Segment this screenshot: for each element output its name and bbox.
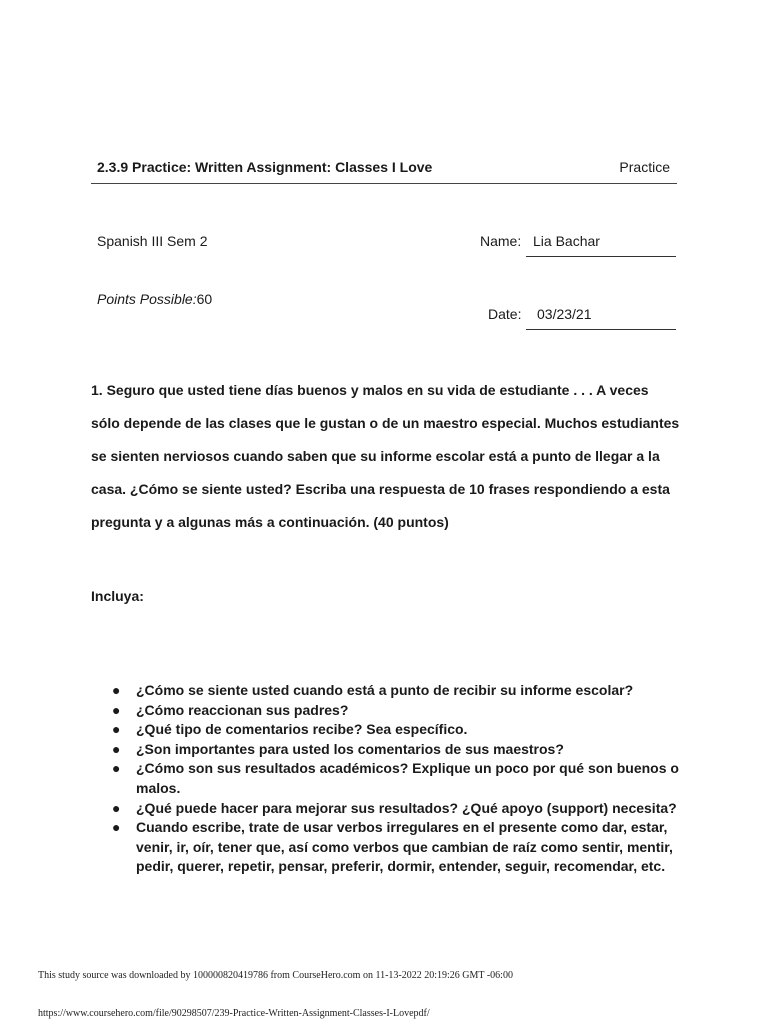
- bullet-text: ¿Cómo se siente usted cuando está a punto de recibir su informe escolar?: [136, 682, 634, 698]
- bullet-icon: ●: [112, 819, 121, 836]
- bullet-text: ¿Qué puede hacer para mejorar sus resultados? ¿Qué apoyo (support) necesita?: [136, 799, 677, 816]
- bullet-item: [112, 720, 682, 740]
- points-value: 60: [196, 291, 213, 307]
- course-name: Spanish III Sem 2: [97, 233, 208, 249]
- bullet-item: [112, 799, 682, 819]
- date-value: 03/23/21: [537, 306, 592, 322]
- download-source-note: This study source was downloaded by 100000820419786 from CourseHero.com on 11-13-2022 20:19:26 GMT -06:00: [38, 970, 513, 981]
- bullet-icon: ●: [112, 701, 121, 718]
- header-divider: [91, 183, 677, 184]
- bullet-icon: ●: [112, 721, 121, 738]
- source-url[interactable]: https://www.coursehero.com/file/90298507/239-Practice-Written-Assignment-Classes-I-Lovepdf/: [38, 1008, 430, 1019]
- points-label: Points Possible:: [97, 291, 197, 307]
- date-label: Date:: [488, 306, 522, 322]
- bullet-item: [112, 701, 682, 721]
- name-value: Lia Bachar: [533, 233, 600, 249]
- points-possible: [97, 291, 212, 307]
- name-label: Name:: [480, 233, 522, 249]
- name-underline: [526, 256, 676, 257]
- bullet-icon: ●: [112, 740, 121, 757]
- bullet-text: ¿Qué tipo de comentarios recibe? Sea específico.: [136, 721, 468, 738]
- bullet-item: [112, 759, 682, 798]
- bullet-item: [112, 818, 682, 877]
- bullet-item: [112, 740, 682, 760]
- question-prompt: 1. Seguro que usted tiene días buenos y malos en su vida de estudiante . . . A veces sólo depende de las clases que le gustan o de un maestro especial. Muchos estudiantes se sienten nerviosos cuando saben que su informe escolar está a punto de llegar a la casa. ¿Cómo se siente usted? Escriba una respuesta de 10 frases respondiendo a esta pregunta y a algunas más a continuación. (40 puntos): [91, 382, 680, 530]
- bullet-text: ¿Son importantes para usted los comentarios de sus maestros?: [136, 740, 564, 757]
- date-underline: [526, 329, 676, 330]
- bullet-text: ¿Cómo reaccionan sus padres?: [136, 701, 349, 718]
- bullet-text: ¿Cómo son sus resultados académicos? Explique un poco por qué son buenos o malos.: [136, 760, 679, 796]
- bullet-icon: ●: [112, 799, 121, 816]
- include-label: Incluya:: [91, 588, 144, 604]
- bullet-icon: ●: [112, 682, 121, 698]
- assignment-title: 2.3.9 Practice: Written Assignment: Classes I Love: [97, 159, 433, 175]
- bullet-text: Cuando escribe, trate de usar verbos irregulares en el presente como dar, estar, venir, ir, oír, tener que, así como verbos que cambian de raíz como sentir, mentir, pedir, querer, repetir, pensar, preferir, dormir, entender, seguir, recomendar, etc.: [136, 819, 673, 875]
- bullet-icon: ●: [112, 760, 121, 777]
- bullet-list: [112, 681, 682, 877]
- bullet-item: [112, 681, 682, 701]
- assignment-type: Practice: [619, 159, 670, 175]
